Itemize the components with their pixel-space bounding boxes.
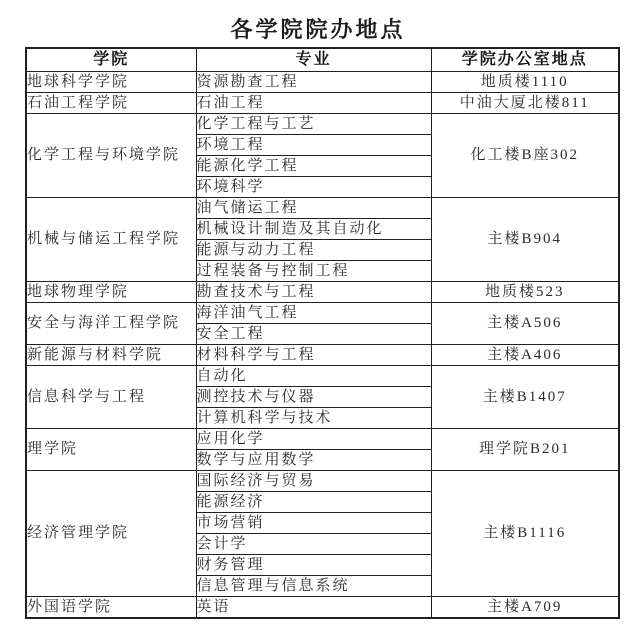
- major-cell: 数学与应用数学: [196, 450, 431, 471]
- table-header: [26, 48, 619, 72]
- major-cell: 能源经济: [196, 492, 431, 513]
- major-cell: 机械设计制造及其自动化: [196, 219, 431, 240]
- table-row: [26, 114, 619, 135]
- office-cell: 主楼A506: [431, 303, 619, 345]
- major-cell: 材料科学与工程: [196, 345, 431, 366]
- college-cell: 化学工程与环境学院: [26, 114, 196, 198]
- table-row: [26, 72, 619, 93]
- table-row: [26, 597, 619, 619]
- table-body: [26, 72, 619, 619]
- office-cell: 主楼A709: [431, 597, 619, 619]
- table-row: [26, 303, 619, 324]
- college-cell: 安全与海洋工程学院: [26, 303, 196, 345]
- office-location-table: [25, 47, 620, 619]
- office-cell: 理学院B201: [431, 429, 619, 471]
- college-cell: 机械与储运工程学院: [26, 198, 196, 282]
- office-cell: 化工楼B座302: [431, 114, 619, 198]
- header-row: [26, 48, 619, 72]
- major-cell: 石油工程: [196, 93, 431, 114]
- table-row: [26, 366, 619, 387]
- major-cell: 英语: [196, 597, 431, 619]
- major-cell: 安全工程: [196, 324, 431, 345]
- office-cell: 地质楼523: [431, 282, 619, 303]
- table-row: [26, 345, 619, 366]
- college-cell: 石油工程学院: [26, 93, 196, 114]
- college-cell: 地球科学学院: [26, 72, 196, 93]
- header-college: 学院: [26, 48, 196, 72]
- table-row: [26, 429, 619, 450]
- header-office: 学院办公室地点: [431, 48, 619, 72]
- major-cell: 应用化学: [196, 429, 431, 450]
- table-row: [26, 282, 619, 303]
- major-cell: 会计学: [196, 534, 431, 555]
- major-cell: 能源与动力工程: [196, 240, 431, 261]
- major-cell: 市场营销: [196, 513, 431, 534]
- table-row: [26, 471, 619, 492]
- major-cell: 环境工程: [196, 135, 431, 156]
- major-cell: 财务管理: [196, 555, 431, 576]
- office-cell: 主楼A406: [431, 345, 619, 366]
- office-cell: 主楼B904: [431, 198, 619, 282]
- office-cell: 主楼B1407: [431, 366, 619, 429]
- office-cell: 地质楼1110: [431, 72, 619, 93]
- major-cell: 计算机科学与技术: [196, 408, 431, 429]
- office-cell: 中油大厦北楼811: [431, 93, 619, 114]
- major-cell: 油气储运工程: [196, 198, 431, 219]
- college-cell: 新能源与材料学院: [26, 345, 196, 366]
- major-cell: 测控技术与仪器: [196, 387, 431, 408]
- college-cell: 理学院: [26, 429, 196, 471]
- table-row: [26, 93, 619, 114]
- office-cell: 主楼B1116: [431, 471, 619, 597]
- major-cell: 能源化学工程: [196, 156, 431, 177]
- college-cell: 地球物理学院: [26, 282, 196, 303]
- major-cell: 环境科学: [196, 177, 431, 198]
- major-cell: 化学工程与工艺: [196, 114, 431, 135]
- major-cell: 勘查技术与工程: [196, 282, 431, 303]
- table-row: [26, 198, 619, 219]
- major-cell: 国际经济与贸易: [196, 471, 431, 492]
- header-major: 专业: [196, 48, 431, 72]
- major-cell: 信息管理与信息系统: [196, 576, 431, 597]
- college-cell: 信息科学与工程: [26, 366, 196, 429]
- major-cell: 自动化: [196, 366, 431, 387]
- page-title: 各学院院办地点: [230, 17, 406, 42]
- college-cell: 经济管理学院: [26, 471, 196, 597]
- major-cell: 海洋油气工程: [196, 303, 431, 324]
- major-cell: 过程装备与控制工程: [196, 261, 431, 282]
- college-cell: 外国语学院: [26, 597, 196, 619]
- major-cell: 资源勘查工程: [196, 72, 431, 93]
